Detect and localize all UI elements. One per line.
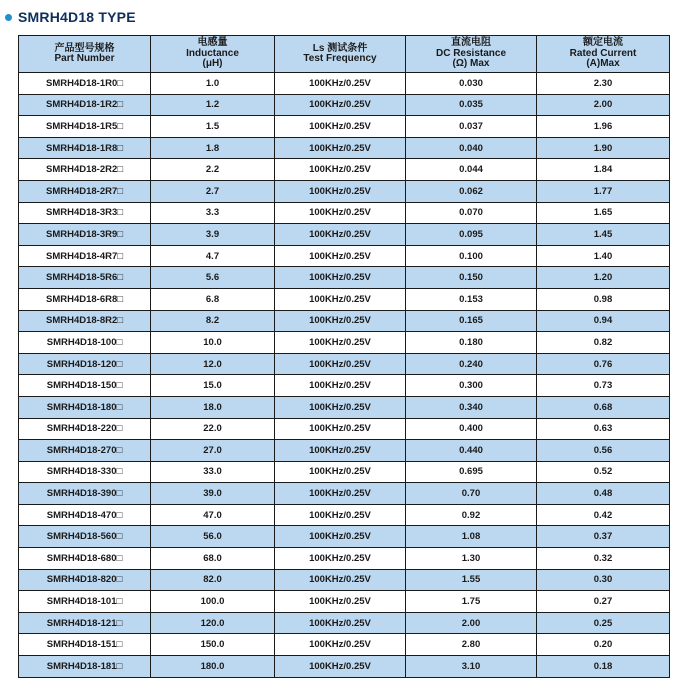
cell-test-frequency: 100KHz/0.25V xyxy=(275,440,406,462)
cell-inductance: 39.0 xyxy=(151,483,275,505)
cell-part-number: SMRH4D18-470□ xyxy=(19,504,151,526)
cell-test-frequency: 100KHz/0.25V xyxy=(275,245,406,267)
cell-inductance: 1.0 xyxy=(151,73,275,95)
cell-rated-current: 1.45 xyxy=(537,224,670,246)
cell-rated-current: 0.76 xyxy=(537,353,670,375)
cell-rated-current: 2.30 xyxy=(537,73,670,95)
cell-rated-current: 1.96 xyxy=(537,116,670,138)
table-row xyxy=(19,440,670,462)
table-row xyxy=(19,612,670,634)
header-test-frequency xyxy=(275,36,406,73)
cell-dc-resistance: 0.92 xyxy=(406,504,537,526)
cell-dc-resistance: 0.695 xyxy=(406,461,537,483)
cell-dc-resistance: 0.044 xyxy=(406,159,537,181)
cell-test-frequency: 100KHz/0.25V xyxy=(275,634,406,656)
cell-rated-current: 0.68 xyxy=(537,396,670,418)
cell-dc-resistance: 0.150 xyxy=(406,267,537,289)
cell-test-frequency: 100KHz/0.25V xyxy=(275,137,406,159)
cell-part-number: SMRH4D18-820□ xyxy=(19,569,151,591)
cell-test-frequency: 100KHz/0.25V xyxy=(275,612,406,634)
header-line: Ls 测试条件 xyxy=(312,42,368,54)
cell-rated-current: 0.63 xyxy=(537,418,670,440)
cell-dc-resistance: 1.30 xyxy=(406,548,537,570)
cell-part-number: SMRH4D18-2R7□ xyxy=(19,180,151,202)
cell-test-frequency: 100KHz/0.25V xyxy=(275,353,406,375)
cell-inductance: 27.0 xyxy=(151,440,275,462)
header-line: Inductance xyxy=(186,47,239,59)
cell-inductance: 1.2 xyxy=(151,94,275,116)
cell-part-number: SMRH4D18-1R8□ xyxy=(19,137,151,159)
cell-part-number: SMRH4D18-220□ xyxy=(19,418,151,440)
cell-rated-current: 0.30 xyxy=(537,569,670,591)
header-line: Part Number xyxy=(54,53,115,64)
cell-test-frequency: 100KHz/0.25V xyxy=(275,288,406,310)
cell-rated-current: 0.20 xyxy=(537,634,670,656)
cell-part-number: SMRH4D18-181□ xyxy=(19,656,151,678)
cell-dc-resistance: 3.10 xyxy=(406,656,537,678)
cell-part-number: SMRH4D18-3R9□ xyxy=(19,224,151,246)
cell-rated-current: 1.77 xyxy=(537,180,670,202)
cell-part-number: SMRH4D18-6R8□ xyxy=(19,288,151,310)
cell-dc-resistance: 0.340 xyxy=(406,396,537,418)
cell-rated-current: 1.40 xyxy=(537,245,670,267)
cell-rated-current: 0.32 xyxy=(537,548,670,570)
cell-inductance: 22.0 xyxy=(151,418,275,440)
cell-test-frequency: 100KHz/0.25V xyxy=(275,461,406,483)
cell-inductance: 8.2 xyxy=(151,310,275,332)
table-row xyxy=(19,375,670,397)
header-line: (A)Max xyxy=(586,58,620,70)
header-line: 产品型号规格 xyxy=(54,42,115,54)
cell-dc-resistance: 1.55 xyxy=(406,569,537,591)
cell-inductance: 120.0 xyxy=(151,612,275,634)
cell-rated-current: 1.20 xyxy=(537,267,670,289)
cell-part-number: SMRH4D18-100□ xyxy=(19,332,151,354)
cell-dc-resistance: 2.80 xyxy=(406,634,537,656)
cell-test-frequency: 100KHz/0.25V xyxy=(275,159,406,181)
cell-inductance: 56.0 xyxy=(151,526,275,548)
cell-dc-resistance: 0.400 xyxy=(406,418,537,440)
cell-inductance: 68.0 xyxy=(151,548,275,570)
table-row xyxy=(19,591,670,613)
cell-part-number: SMRH4D18-1R5□ xyxy=(19,116,151,138)
cell-rated-current: 1.84 xyxy=(537,159,670,181)
cell-dc-resistance: 0.180 xyxy=(406,332,537,354)
table-row xyxy=(19,116,670,138)
cell-test-frequency: 100KHz/0.25V xyxy=(275,504,406,526)
header-line: DC Resistance xyxy=(435,47,507,59)
table-header-row xyxy=(19,36,670,73)
cell-test-frequency: 100KHz/0.25V xyxy=(275,116,406,138)
cell-part-number: SMRH4D18-680□ xyxy=(19,548,151,570)
cell-test-frequency: 100KHz/0.25V xyxy=(275,526,406,548)
cell-dc-resistance: 0.153 xyxy=(406,288,537,310)
cell-part-number: SMRH4D18-560□ xyxy=(19,526,151,548)
cell-dc-resistance: 1.75 xyxy=(406,591,537,613)
cell-part-number: SMRH4D18-1R0□ xyxy=(19,73,151,95)
header-line: 电感量 xyxy=(197,37,228,49)
cell-part-number: SMRH4D18-8R2□ xyxy=(19,310,151,332)
cell-inductance: 10.0 xyxy=(151,332,275,354)
cell-inductance: 82.0 xyxy=(151,569,275,591)
cell-inductance: 180.0 xyxy=(151,656,275,678)
table-row xyxy=(19,267,670,289)
cell-test-frequency: 100KHz/0.25V xyxy=(275,202,406,224)
cell-part-number: SMRH4D18-5R6□ xyxy=(19,267,151,289)
table-row xyxy=(19,94,670,116)
cell-rated-current: 0.27 xyxy=(537,591,670,613)
header-line: (Ω) Max xyxy=(452,58,490,70)
table-row xyxy=(19,245,670,267)
table-row xyxy=(19,202,670,224)
cell-rated-current: 0.98 xyxy=(537,288,670,310)
cell-rated-current: 0.37 xyxy=(537,526,670,548)
table-row xyxy=(19,353,670,375)
cell-dc-resistance: 0.037 xyxy=(406,116,537,138)
cell-dc-resistance: 0.030 xyxy=(406,73,537,95)
cell-rated-current: 0.42 xyxy=(537,504,670,526)
table-row xyxy=(19,548,670,570)
cell-test-frequency: 100KHz/0.25V xyxy=(275,267,406,289)
cell-rated-current: 0.73 xyxy=(537,375,670,397)
cell-rated-current: 2.00 xyxy=(537,94,670,116)
table-row xyxy=(19,418,670,440)
cell-inductance: 2.7 xyxy=(151,180,275,202)
spec-table xyxy=(18,35,670,678)
cell-test-frequency: 100KHz/0.25V xyxy=(275,656,406,678)
cell-rated-current: 0.82 xyxy=(537,332,670,354)
table-row xyxy=(19,310,670,332)
header-inductance xyxy=(151,36,275,73)
header-line: (μH) xyxy=(202,58,223,70)
cell-dc-resistance: 0.100 xyxy=(406,245,537,267)
cell-part-number: SMRH4D18-2R2□ xyxy=(19,159,151,181)
header-line: 额定电流 xyxy=(583,37,623,49)
cell-rated-current: 0.18 xyxy=(537,656,670,678)
cell-test-frequency: 100KHz/0.25V xyxy=(275,375,406,397)
table-row xyxy=(19,180,670,202)
cell-dc-resistance: 0.70 xyxy=(406,483,537,505)
cell-test-frequency: 100KHz/0.25V xyxy=(275,569,406,591)
cell-test-frequency: 100KHz/0.25V xyxy=(275,180,406,202)
section-title xyxy=(5,7,136,27)
cell-inductance: 3.9 xyxy=(151,224,275,246)
table-row xyxy=(19,288,670,310)
cell-dc-resistance: 2.00 xyxy=(406,612,537,634)
cell-rated-current: 1.90 xyxy=(537,137,670,159)
cell-test-frequency: 100KHz/0.25V xyxy=(275,483,406,505)
bullet-dot-icon xyxy=(5,14,12,21)
cell-dc-resistance: 0.095 xyxy=(406,224,537,246)
cell-test-frequency: 100KHz/0.25V xyxy=(275,591,406,613)
title-text: SMRH4D18 TYPE xyxy=(18,9,136,25)
cell-part-number: SMRH4D18-180□ xyxy=(19,396,151,418)
cell-rated-current: 0.52 xyxy=(537,461,670,483)
cell-rated-current: 0.56 xyxy=(537,440,670,462)
cell-inductance: 2.2 xyxy=(151,159,275,181)
cell-test-frequency: 100KHz/0.25V xyxy=(275,73,406,95)
cell-inductance: 33.0 xyxy=(151,461,275,483)
cell-part-number: SMRH4D18-120□ xyxy=(19,353,151,375)
cell-inductance: 1.8 xyxy=(151,137,275,159)
cell-part-number: SMRH4D18-101□ xyxy=(19,591,151,613)
cell-part-number: SMRH4D18-3R3□ xyxy=(19,202,151,224)
cell-dc-resistance: 0.165 xyxy=(406,310,537,332)
table-row xyxy=(19,159,670,181)
cell-inductance: 3.3 xyxy=(151,202,275,224)
cell-inductance: 150.0 xyxy=(151,634,275,656)
cell-rated-current: 0.48 xyxy=(537,483,670,505)
cell-inductance: 4.7 xyxy=(151,245,275,267)
cell-dc-resistance: 0.062 xyxy=(406,180,537,202)
cell-dc-resistance: 0.040 xyxy=(406,137,537,159)
cell-dc-resistance: 0.035 xyxy=(406,94,537,116)
table-row xyxy=(19,526,670,548)
cell-part-number: SMRH4D18-150□ xyxy=(19,375,151,397)
header-dc-resistance xyxy=(406,36,537,73)
table-row xyxy=(19,224,670,246)
cell-inductance: 47.0 xyxy=(151,504,275,526)
table-row xyxy=(19,137,670,159)
cell-part-number: SMRH4D18-1R2□ xyxy=(19,94,151,116)
cell-rated-current: 0.25 xyxy=(537,612,670,634)
cell-test-frequency: 100KHz/0.25V xyxy=(275,224,406,246)
cell-inductance: 5.6 xyxy=(151,267,275,289)
cell-part-number: SMRH4D18-121□ xyxy=(19,612,151,634)
cell-part-number: SMRH4D18-330□ xyxy=(19,461,151,483)
cell-inductance: 6.8 xyxy=(151,288,275,310)
table-row xyxy=(19,396,670,418)
header-line: Rated Current xyxy=(569,47,637,59)
table-row xyxy=(19,483,670,505)
cell-part-number: SMRH4D18-151□ xyxy=(19,634,151,656)
table-row xyxy=(19,461,670,483)
table-row xyxy=(19,634,670,656)
cell-inductance: 12.0 xyxy=(151,353,275,375)
table-body xyxy=(19,73,670,678)
cell-inductance: 1.5 xyxy=(151,116,275,138)
table-row xyxy=(19,569,670,591)
cell-dc-resistance: 0.300 xyxy=(406,375,537,397)
table-row xyxy=(19,656,670,678)
cell-inductance: 15.0 xyxy=(151,375,275,397)
cell-rated-current: 1.65 xyxy=(537,202,670,224)
table-row xyxy=(19,332,670,354)
cell-test-frequency: 100KHz/0.25V xyxy=(275,548,406,570)
cell-part-number: SMRH4D18-270□ xyxy=(19,440,151,462)
cell-test-frequency: 100KHz/0.25V xyxy=(275,418,406,440)
cell-dc-resistance: 0.070 xyxy=(406,202,537,224)
cell-test-frequency: 100KHz/0.25V xyxy=(275,332,406,354)
cell-test-frequency: 100KHz/0.25V xyxy=(275,310,406,332)
cell-dc-resistance: 0.240 xyxy=(406,353,537,375)
table-row xyxy=(19,73,670,95)
header-rated-current xyxy=(537,36,670,73)
cell-dc-resistance: 1.08 xyxy=(406,526,537,548)
cell-part-number: SMRH4D18-4R7□ xyxy=(19,245,151,267)
cell-dc-resistance: 0.440 xyxy=(406,440,537,462)
header-line: 直流电阻 xyxy=(451,37,491,49)
cell-inductance: 100.0 xyxy=(151,591,275,613)
cell-part-number: SMRH4D18-390□ xyxy=(19,483,151,505)
cell-test-frequency: 100KHz/0.25V xyxy=(275,94,406,116)
header-part-number xyxy=(19,36,151,73)
cell-test-frequency: 100KHz/0.25V xyxy=(275,396,406,418)
cell-rated-current: 0.94 xyxy=(537,310,670,332)
header-line: Test Frequency xyxy=(303,53,377,64)
cell-inductance: 18.0 xyxy=(151,396,275,418)
table-row xyxy=(19,504,670,526)
